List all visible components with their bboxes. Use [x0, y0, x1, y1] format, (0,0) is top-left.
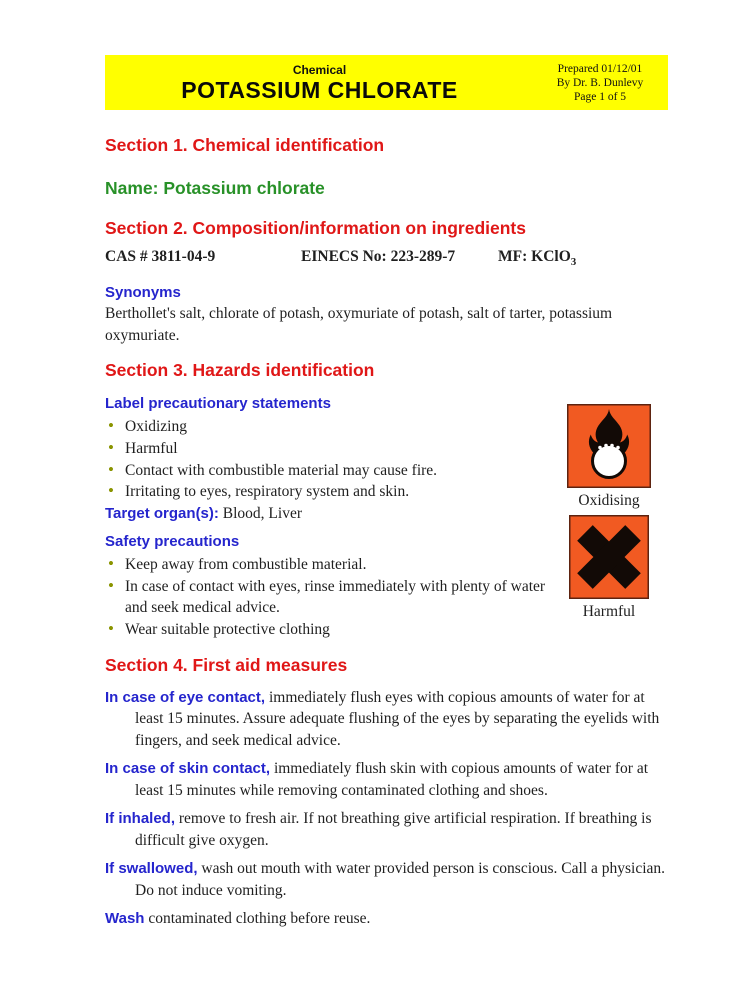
hazards-left-column: [105, 395, 563, 641]
list-item: • In case of contact with eyes, rinse immediately with plenty of water and seek medical advice.: [108, 576, 563, 619]
list-item: • Wear suitable protective clothing: [108, 619, 563, 641]
first-aid-lead: In case of eye contact,: [105, 688, 266, 706]
first-aid-paragraph: [105, 687, 668, 752]
list-item: • Harmful: [108, 438, 563, 460]
prepared-by: By Dr. B. Dunlevy: [556, 76, 644, 89]
safety-precautions-heading: Safety precautions: [105, 532, 240, 550]
page-number: Page 1 of 5: [573, 90, 627, 103]
document-title: POTASSIUM CHLORATE: [181, 77, 458, 103]
safety-precautions-list: [105, 554, 563, 641]
header-kicker: Chemical: [292, 63, 347, 77]
first-aid-text: immediately flush skin with copious amounts of water for at least 15 minutes while removing contaminated clothing and shoes.: [135, 760, 649, 799]
label-statements-list: [105, 416, 563, 503]
section2-heading: Section 2. Composition/information on ingredients: [105, 218, 526, 238]
section3-heading: Section 3. Hazards identification: [105, 360, 375, 381]
document-header-banner: [105, 55, 668, 110]
first-aid-lead: In case of skin contact,: [105, 760, 271, 778]
hazard-pictograms-column: [566, 404, 652, 622]
first-aid-paragraph: [105, 758, 668, 801]
header-title-block: [105, 55, 534, 110]
first-aid-text: wash out mouth with water provided person is conscious. Call a physician. Do not induce vomiting.: [135, 860, 666, 899]
target-organs-label: Target organ(s):: [105, 504, 219, 522]
first-aid-text: remove to fresh air. If not breathing give artificial respiration. If breathing is difficult give oxygen.: [135, 810, 652, 849]
list-item: • Keep away from combustible material.: [108, 554, 563, 576]
target-organs-value: Blood, Liver: [218, 504, 302, 522]
prepared-date: Prepared 01/12/01: [557, 62, 643, 75]
list-item: • Oxidizing: [108, 416, 563, 438]
first-aid-text: contaminated clothing before reuse.: [144, 910, 371, 928]
label-statements-heading: Label precautionary statements: [105, 395, 331, 413]
section4-heading: Section 4. First aid measures: [105, 654, 348, 675]
first-aid-paragraph: [105, 858, 668, 901]
first-aid-paragraph: [105, 808, 668, 851]
first-aid-lead: Wash: [105, 910, 145, 928]
header-prepared-block: [534, 55, 668, 110]
einecs-number: EINECS No: 223-289-7: [301, 248, 456, 265]
first-aid-lead: If inhaled,: [105, 810, 176, 828]
section1-heading: Section 1. Chemical identification: [105, 135, 385, 155]
target-organs-line: [105, 504, 563, 524]
pictogram-label: Harmful: [582, 603, 636, 620]
identifier-line: [105, 248, 668, 271]
synonyms-text: Berthollet's salt, chlorate of potash, oxymuriate of potash, salt of tarter, potassium oxymuriate.: [105, 305, 613, 344]
synonyms-heading: Synonyms: [105, 284, 181, 302]
cas-number: CAS # 3811-04-9: [105, 248, 216, 265]
first-aid-text: immediately flush eyes with copious amounts of water for at least 15 minutes. Assure adequate flushing of the eyes by separating the eyelids with fingers, and seek medical advice.: [135, 688, 660, 749]
first-aid-paragraph: [105, 908, 668, 930]
oxidising-flame-icon: [567, 404, 651, 488]
chemical-name-line: Name: Potassium chlorate: [105, 178, 325, 198]
list-item: • Irritating to eyes, respiratory system and skin.: [108, 481, 563, 503]
formula-subscript: 3: [570, 256, 577, 269]
pictogram-label: Oxidising: [578, 492, 640, 509]
molecular-formula: MF: KClO$_3$: [498, 248, 577, 269]
first-aid-lead: If swallowed,: [105, 860, 198, 878]
list-item: • Contact with combustible material may cause fire.: [108, 460, 563, 482]
harmful-cross-icon: [569, 515, 649, 599]
